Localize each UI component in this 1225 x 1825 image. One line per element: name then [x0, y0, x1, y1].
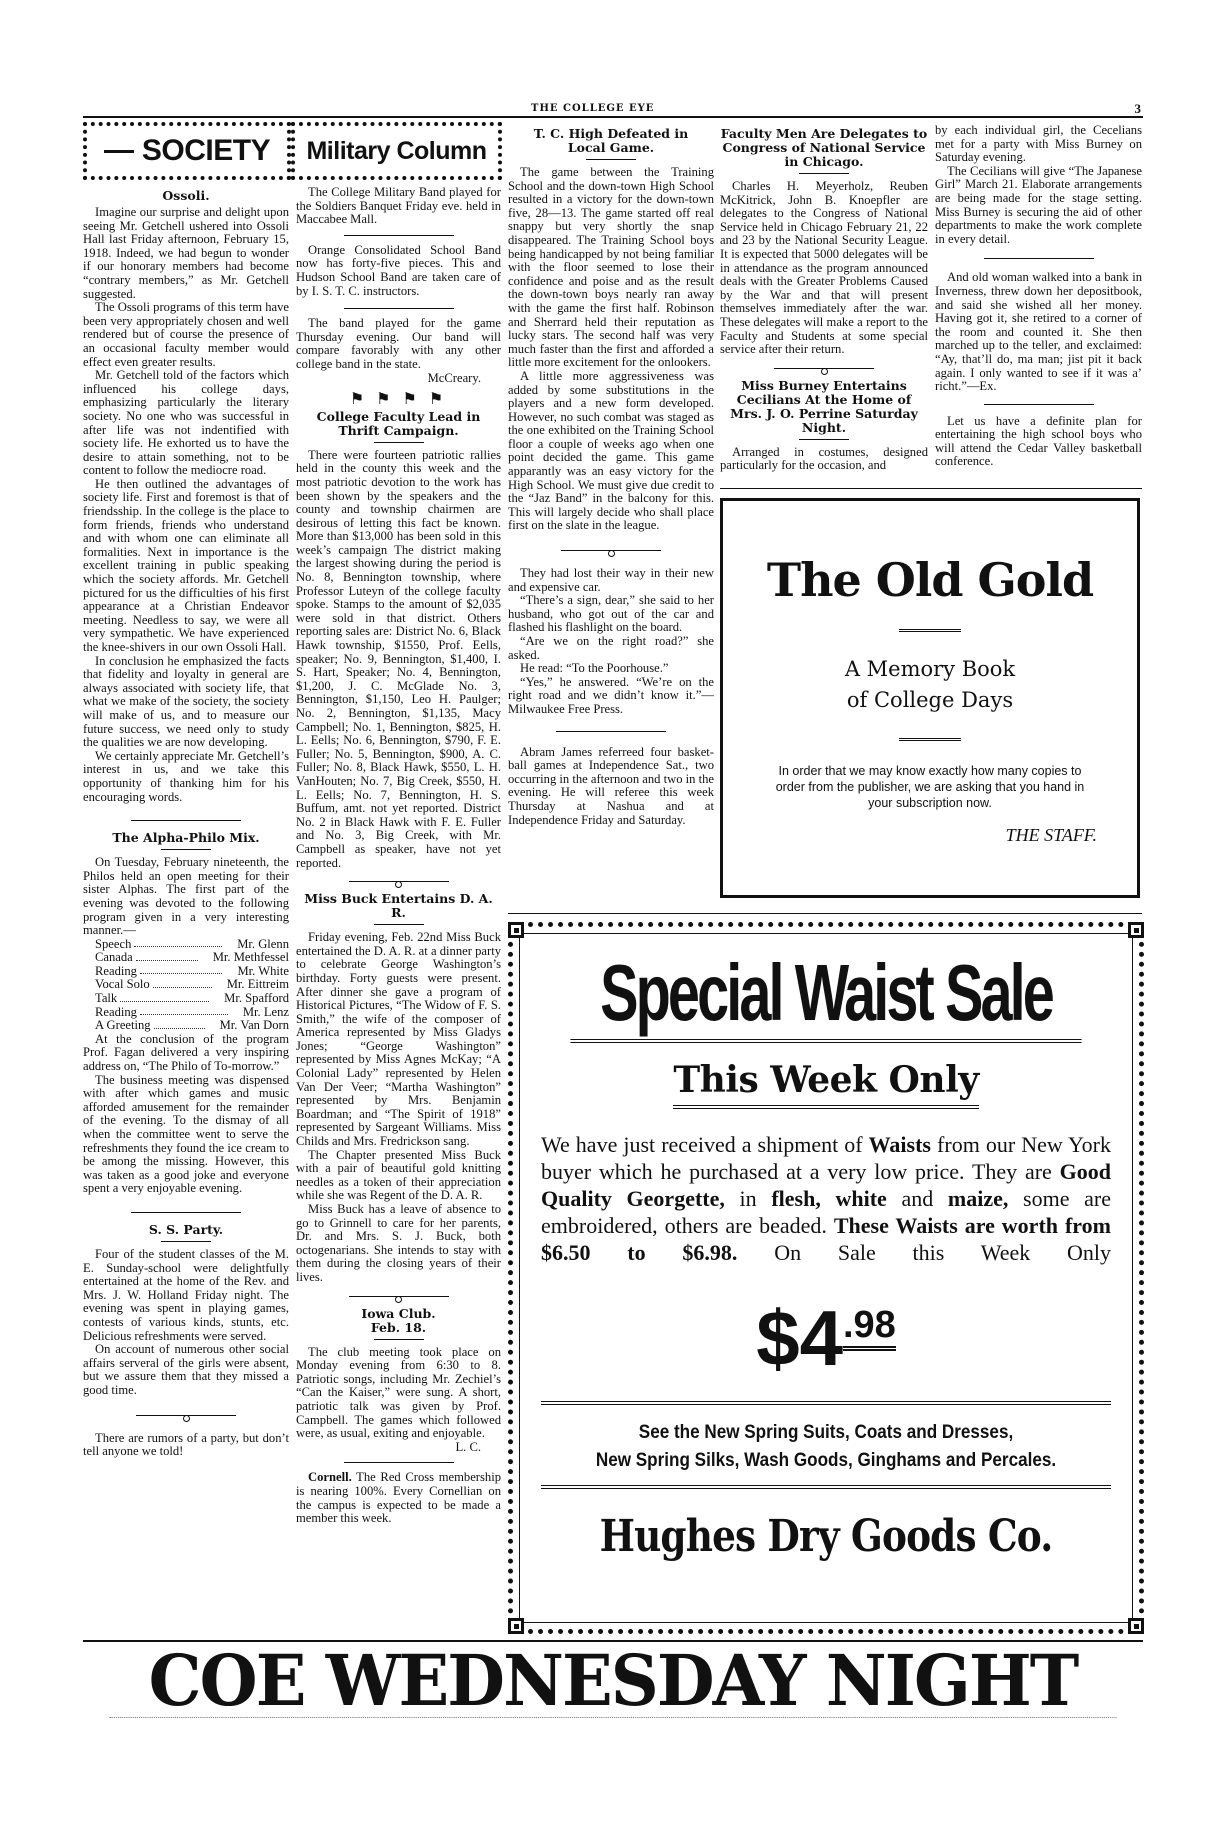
- coe-banner: COE WEDNESDAY NIGHT: [110, 1645, 1117, 1718]
- cecilians-paragraph: The Cecilians will give “The Japanese Girl” March 21. Elaborate arrangements are being made for the stage setting. Miss Burney is securing the aid of other departments to make the work complete in every detail.: [935, 163, 1142, 246]
- section-rule: [508, 913, 1142, 914]
- waist-sale-ad: [508, 922, 1144, 1634]
- divider: [161, 1241, 211, 1242]
- cornell-paragraph: Cornell. The Red Cross membership is nearing 100%. Every Cornellian on the campus is expected to be made a member this week.: [296, 1470, 501, 1526]
- alpha-philo-paragraph: At the conclusion of the program Prof. Fagan delivered a very inspiring address on, “The Philo of To-morrow.”: [83, 1031, 289, 1074]
- poorhouse-line: He read: “To the Poorhouse.”: [520, 661, 669, 676]
- ossoli-paragraph: Imagine our surprise and delight upon seeing Mr. Getchell ushered into Ossoli Hall last Friday afternoon, February 15, 1918. Indeed, we had begun to wonder if our honorary members had become “contrary members,” as Mr. Getchell suggested.: [83, 205, 289, 301]
- signature: L. C.: [455, 1439, 481, 1454]
- ornament-divider: [349, 878, 449, 884]
- ossoli-paragraph: In conclusion he emphasized the facts that fidelity and loyalty in general are always associated with society life, that what we make of the society, the society will make of us, and to measure our future success, we need only to study the qualities we are now developing.: [83, 653, 289, 750]
- game-paragraph: The band played for the game Thursday evening. Our band will compare favorably with any other college band in the state.: [296, 316, 501, 371]
- faculty-headline: Faculty Men Are Delegates to Congress of National Service in Chicago.: [720, 126, 928, 169]
- page-number: 3: [1134, 101, 1141, 116]
- old-gold-subtitle: A Memory Book of College Days: [844, 657, 1016, 712]
- tc-high-paragraph: A little more aggressiveness was added by some substitutions in the players and a new form developed. However, no such combat was staged as the one exhibited on the Training School floor a couple of weeks ago when one point decided the game. This game apparantly was an easy victory for the High School. We must give due credit to the “Jaz Band” in the balcony for this. This will largely decide who shall place first on the slate in the league.: [508, 368, 714, 533]
- dar-paragraph: Friday evening, Feb. 22nd Miss Buck entertained the D. A. R. at a dinner party to celebrate George Washington’s birthday. Forty guests were present. After dinner she gave a program of Historical Pictures, “The Widow of F. S. Smith,” the wife of the composer of America represented by Miss Gladys Jones; “George Washington” represented by Miss Agnes McKay; “A Colonial Lady” represented by Helen Van Der Veer; “Martha Washington” represented by Mrs. Benjamin Boardman; and “The Spirit of 1918” represented by Sargeant Williams. Miss Childs and Mrs. Fredrickson sang.: [296, 930, 501, 1149]
- divider: [161, 849, 211, 850]
- divider: [984, 258, 1094, 259]
- military-header-box: [291, 122, 502, 180]
- burney-headline: Miss Burney Entertains Cecilians At the Home of Mrs. J. O. Perrine Saturday Night.: [730, 377, 918, 435]
- column-military: [296, 186, 501, 1526]
- tc-high-headline-2: Local Game.: [567, 140, 655, 155]
- divider: [131, 820, 241, 821]
- ss-party-paragraph: On account of numerous other social affairs serveral of the girls were absent, but we assure them that they missed a good time.: [83, 1342, 289, 1397]
- masthead: [83, 103, 1143, 117]
- this-week-only: This Week Only: [673, 1059, 978, 1109]
- divider: [899, 738, 961, 741]
- old-gold-signature: THE STAFF.: [1005, 825, 1097, 845]
- corner-ornament: [1128, 922, 1144, 938]
- ossoli-paragraph: He then outlined the advantages of society life. First and foremost is that of friendsship. In the college is the place to form friends, friends who understand and with whom one can eliminate all formalities. Next in importance is the excellent training in public speaking which the society affords. Mr. Getchell pictured for us the difficulties of his first appearance at a Christian Endeavor meeting. Needless to say, we were all very sympathetic. We have experienced the knee-shivers in our own Ossoli Hall.: [83, 476, 289, 654]
- abram-paragraph: Abram James referreed four basket-ball games at Independence Sat., two occurring in the afternoon and two in the evening. He will referee this week Thursday at Nashua and at Independence Friday and Saturday.: [508, 744, 714, 827]
- alpha-philo-paragraph: The business meeting was dispensed with after which games and music afforded amusement for the remainder of the evening. To the dismay of all when the committee went to serve the refreshments they found the ice cream to be among the missing. However, this was taken as a good joke and everyone spent a very enjoyable evening.: [83, 1072, 289, 1196]
- plan-paragraph: Let us have a definite plan for entertaining the high school boys who will attend the Cedar Valley basketball conference.: [935, 413, 1142, 469]
- program-row: Speech Mr. Glenn: [95, 936, 289, 951]
- poorhouse-line: “Yes,” he answered. “We’re on the right road and we didn’t know it.”—Milwaukee Free Press.: [508, 674, 714, 716]
- burney-paragraph: Arranged in costumes, designed particularly for the occasion, and: [720, 444, 928, 473]
- orange-paragraph: Orange Consolidated School Band now has forty-five pieces. This and Hudson School Band are taken care of by I. S. T. C. instructors.: [296, 242, 501, 298]
- society-header-box: [83, 122, 291, 180]
- newspaper-title: THE COLLEGE EYE: [531, 103, 655, 114]
- dar-headline: Miss Buck Entertains D. A. R.: [304, 891, 493, 921]
- ornament-divider: [774, 365, 874, 371]
- divider: [799, 439, 849, 440]
- corner-ornament: [508, 922, 524, 938]
- tc-high-headline: T. C. High Defeated in: [533, 126, 689, 141]
- signature: McCreary.: [427, 370, 481, 385]
- faculty-paragraph: Charles H. Meyerholz, Reuben McKitrick, John B. Knoepfler are delegates to the Congress of National Service held in Chicago February 21, 22 and 23 by the National Security League. It is expected that 5000 delegates will be in attendance as the program announced deals with the Greater Problems Caused by the War and that will present themselves immediately after the war. These delegates will make a report to the Faculty and Students at some special service after their return.: [720, 179, 928, 357]
- old-gold-body: In order that we may know exactly how many copies to order from the publisher, we are asking that you hand in your subscription now.: [775, 764, 1085, 810]
- top-rule: [83, 116, 1143, 118]
- program-row: Talk Mr. Spafford: [95, 991, 289, 1006]
- old-gold-title: The Old Gold: [766, 553, 1094, 607]
- iowa-club-headline: Iowa Club.: [361, 1305, 436, 1321]
- divider: [374, 442, 424, 443]
- band-paragraph: The College Military Band played for the Soldiers Banquet Friday eve. held in Maccabee Mall.: [296, 185, 501, 227]
- waist-sale-copy: We have just received a shipment of Waists from our New York buyer which he purchased at a very low price. They are Good Quality Georgette, in flesh, white and maize, some are embroidered, others are beaded. These Waists are worth from $6.50 to $6.98. On Sale this Week Only: [541, 1132, 1112, 1265]
- ornament-divider: [349, 1293, 449, 1299]
- spring-goods-line: See the New Spring Suits, Coats and Dresses, New Spring Silks, Wash Goods, Ginghams and Percales.: [595, 1422, 1057, 1471]
- sale-price: $\$4^{.98}$: [756, 1294, 896, 1382]
- program-row: A Greeting Mr. Van Dorn: [95, 1018, 289, 1033]
- divider: [374, 924, 424, 925]
- divider: [344, 1462, 454, 1463]
- ossoli-paragraph: We certainly appreciate Mr. Getchell’s interest in us, and we take this opportunity of thanking him for his encouraging words.: [83, 748, 289, 804]
- old-gold-ad: [720, 498, 1140, 898]
- divider: [899, 629, 961, 632]
- column-society: [83, 186, 289, 1459]
- dar-paragraph: The Chapter presented Miss Buck with a pair of beautiful gold knitting needles as a token of their appreciation while she was Regent of the D. A. R.: [296, 1147, 501, 1203]
- divider: [984, 404, 1094, 405]
- divider: [344, 308, 454, 309]
- divider: [556, 731, 666, 732]
- thrift-paragraph: There were fourteen patriotic rallies held in the county this week and the most patriotic devotion to the work has been shown by the speakers and the county and township chairmen are desirous of letting this fact be known. More than $13,000 has been sold in this week’s campaign The district making the largest showing during the period is No. 8, Bennington township, where Professor Luteyn of the college faculty spoke. Stamps to the amount of $2,035 were sold in that district. Others reporting sales are: District No. 6, Black Hawk township, $1550, Prof. Eells, speaker; No. 9, Bennington, $1,400, I. S. Hart, Speaker; No. 4, Bennington, $1,200, J. C. McGlade No. 3, Bennington, $1,150, Leo H. Paulger; No. 2, Bennington, $1,135, Macy Campbell; No. 1, Bennington, $825, H. L. Eells; No. 6, Bennington, $790, F. E. Fuller; No. 5, Bennington, $900, A. C. Fuller; No. 8, Black Hawk, $550, L. H. VanHouten; No. 7, Big Creek, $550, H. L. Eells; No. 7, Bennington, H. S. Buffum, amt. not yet reported. District No. 2 in Black Hawk with F. E. Fuller and No. 3, Big Creek, with Mr. Campbell as speaker, have not yet reported.: [296, 447, 501, 870]
- alpha-philo-headline: The Alpha-Philo Mix.: [112, 830, 260, 846]
- program-row: Reading Mr. White: [95, 963, 289, 978]
- alpha-philo-intro: On Tuesday, February nineteenth, the Philos held an open meeting for their sister Alphas. The first part of the evening was devoted to the following program given in a very interesting manner.—: [83, 855, 289, 938]
- cecilians-continued: by each individual girl, the Cecelians met for a party with Miss Burney on Saturday evening.: [935, 123, 1142, 165]
- divider: [586, 159, 636, 160]
- ornament-divider: [561, 547, 661, 553]
- divider: [374, 1339, 424, 1340]
- iowa-club-paragraph: The club meeting took place on Monday evening from 6:30 to 8. Patriotic songs, including Mr. Zechiel’s “Can the Kaiser,” were sung. A short, patriotic talk was given by Prof. Campbell. The games which followed were, as usual, exiting and enjoyable.: [296, 1344, 501, 1441]
- program-row: Reading Mr. Lenz: [95, 1004, 289, 1019]
- column-faculty: [720, 124, 928, 473]
- cornell-lead: Cornell.: [308, 1470, 352, 1485]
- ornament-divider: [136, 1412, 236, 1418]
- iowa-club-date: Feb. 18.: [370, 1319, 427, 1335]
- ss-party-headline: S. S. Party.: [148, 1221, 224, 1237]
- store-name: Hughes Dry Goods Co.: [599, 1511, 1053, 1562]
- ossoli-headline: Ossoli.: [162, 188, 210, 203]
- rumors-paragraph: There are rumors of a party, but don’t tell anyone we told!: [83, 1430, 289, 1459]
- poorhouse-line: “Are we on the right road?” she asked.: [508, 634, 714, 662]
- divider: [541, 1401, 1111, 1405]
- column-tc-high: [508, 124, 714, 827]
- poorhouse-line: “There’s a sign, dear,” she said to her husband, who got out of the car and flashed his flashlight on the board.: [508, 593, 714, 635]
- section-rule: [720, 488, 1142, 489]
- column-cecilians: [935, 124, 1142, 469]
- dar-paragraph: Miss Buck has a leave of absence to go to Grinnell to care for her parents, Dr. and Mrs. S. J. Buck, both octogenarians. She intends to stay with them during the closing years of their lives.: [296, 1202, 501, 1284]
- military-heading: Military Column: [306, 136, 487, 165]
- ossoli-paragraph: Mr. Getchell told of the factors which influenced his college days, emphasizing particularly the literary society. No one who was successful in after life was not indentified with society life. He exhorted us to have the desire to attain something, not to be content to follow the mediocre road.: [83, 368, 289, 478]
- tc-high-paragraph: The game between the Training School and the down-town High School resulted in a victory for the down-town five, 28—13. The game started off real snappy but very shortly the snap disappeared. The Training School boys being handicapped by not being familiar with the floor seemed to lose their confidence and poise and as the result the down-town boys nearly ran away with the game the first half. Robinson and Sherrard held their reputation as lucky stars. The second half was very much faster than the first and afforded a little more excitement for the onlookers.: [508, 165, 714, 370]
- waist-sale-headline: Special Waist Sale: [570, 947, 1081, 1043]
- thrift-headline: College Faculty Lead in Thrift Campaign.: [316, 408, 481, 438]
- ss-party-paragraph: Four of the student classes of the M. E. Sunday-school were delightfully entertained at the home of the Rev. and Mrs. J. W. Holland Friday night. The evening was spent in playing games, contests of various kinds, stunts, etc. Delicious refreshments were served.: [83, 1246, 289, 1343]
- divider: [541, 1485, 1111, 1489]
- corner-ornament: [508, 1618, 524, 1634]
- program-row: Canada Mr. Methfessel: [95, 950, 289, 965]
- divider: [799, 173, 849, 174]
- flags-icon: ⚑ ⚑ ⚑ ⚑: [349, 391, 448, 409]
- society-heading: SOCIETY: [141, 134, 271, 167]
- dash-ornament: [104, 150, 134, 153]
- divider: [131, 1212, 241, 1213]
- divider: [344, 235, 454, 236]
- corner-ornament: [1128, 1618, 1144, 1634]
- old-woman-paragraph: And old woman walked into a bank in Inverness, threw down her depositbook, and said she wished all her money. Having got it, she retired to a corner of the room and counted it. She then marched up to the teller, and exclaimed: “Ay, that’ll do, ma man; jist pit it back again. I only wanted to see if it was a’ richt.”—Ex.: [935, 270, 1142, 394]
- program-row: Vocal Solo Mr. Eittreim: [95, 977, 289, 992]
- program-list: [83, 938, 289, 1033]
- ossoli-paragraph: The Ossoli programs of this term have been very appropriately chosen and well rendered but of course the presence of an occasional faculty member would effect even greater results.: [83, 300, 289, 369]
- poorhouse-line: They had lost their way in their new and expensive car.: [508, 566, 714, 594]
